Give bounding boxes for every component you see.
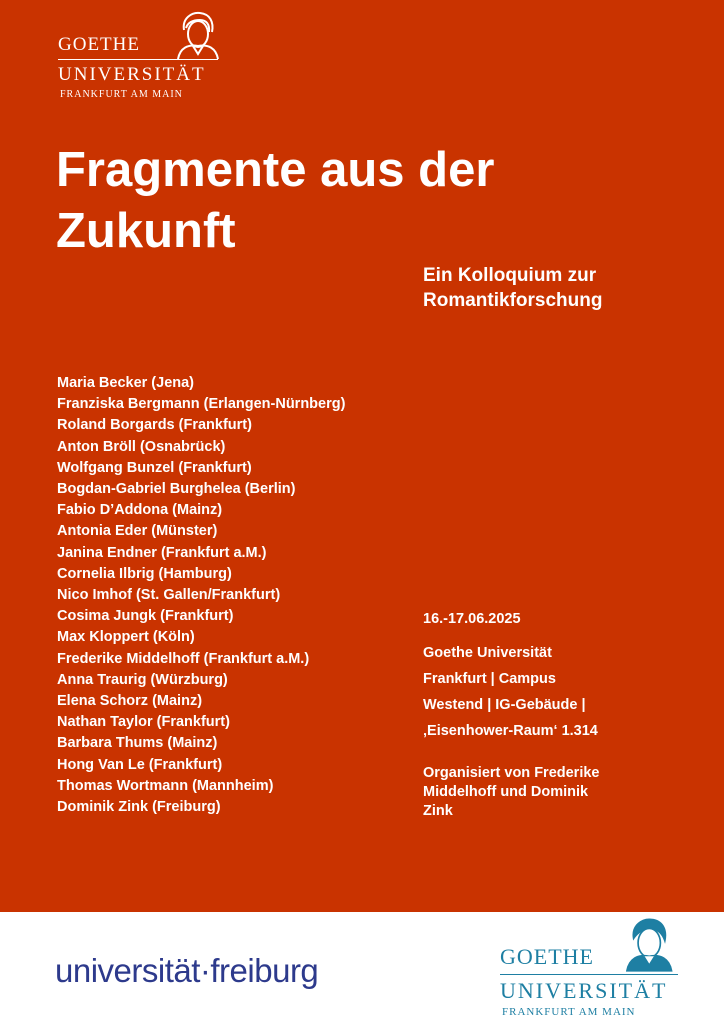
event-info [423,609,693,821]
organizers [423,764,693,821]
goethe-portrait-icon [170,10,222,60]
speaker-list [57,373,427,818]
organizer-line-2: Middelhoff und Dominik [423,784,589,800]
venue-line-3: Westend | IG-Gebäude | [423,697,586,713]
speaker-item: Frederike Middelhoff (Frankfurt a.M.) [57,650,310,667]
goethe-footer-wordmark-line3: FRANKFURT AM MAIN [502,1006,636,1018]
speaker-item: Thomas Wortmann (Mannheim) [57,777,274,794]
venue-line-2: Frankfurt | Campus [423,671,556,687]
goethe-footer-wordmark-line2: UNIVERSITÄT [500,978,668,1003]
event-venue [423,640,693,744]
speaker-item: Antonia Eder (Münster) [57,523,218,540]
goethe-university-logo-footer [500,916,680,1018]
speaker-item: Cosima Jungk (Frankfurt) [57,608,234,625]
speaker-item: Anna Traurig (Würzburg) [57,671,228,688]
goethe-footer-wordmark-line1: GOETHE [500,944,594,969]
subtitle-line-1: Ein Kolloquium zur [423,265,597,286]
poster-title [56,140,676,262]
organizer-line-3: Zink [423,803,453,819]
speaker-item: Bogdan-Gabriel Burghelea (Berlin) [57,481,296,498]
speaker-item: Franziska Bergmann (Erlangen-Nürnberg) [57,396,346,413]
speaker-item: Nathan Taylor (Frankfurt) [57,714,230,731]
speaker-item: Wolfgang Bunzel (Frankfurt) [57,459,252,476]
speaker-item: Nico Imhof (St. Gallen/Frankfurt) [57,587,281,604]
event-date: 16.-17.06.2025 [423,611,521,627]
speaker-item: Janina Endner (Frankfurt a.M.) [57,544,267,561]
goethe-wordmark-line2: UNIVERSITÄT [58,64,206,85]
logo-divider [500,974,678,975]
poster-subtitle [423,263,713,313]
speaker-item: Max Kloppert (Köln) [57,629,195,646]
venue-line-4: ‚Eisenhower-Raum‘ 1.314 [423,723,598,739]
speaker-item: Anton Bröll (Osnabrück) [57,438,226,455]
title-line-2: Zukunft [56,204,236,258]
goethe-wordmark-line1: GOETHE [58,34,140,55]
goethe-university-logo [56,10,226,102]
subtitle-line-2: Romantikforschung [423,290,603,311]
speaker-item: Maria Becker (Jena) [57,375,195,391]
university-freiburg-logo: universität·freiburg [55,952,319,989]
logo-divider [58,59,218,60]
organizer-line-1: Organisiert von Frederike [423,765,600,781]
speaker-item: Dominik Zink (Freiburg) [57,799,221,816]
speaker-item: Roland Borgards (Frankfurt) [57,417,252,434]
speaker-item: Barbara Thums (Mainz) [57,735,218,752]
speaker-item: Hong Van Le (Frankfurt) [57,756,223,773]
venue-line-1: Goethe Universität [423,645,552,661]
speaker-item: Elena Schorz (Mainz) [57,693,203,710]
goethe-wordmark-line3: FRANKFURT AM MAIN [60,89,183,100]
speaker-item: Cornelia Ilbrig (Hamburg) [57,565,232,582]
title-line-1: Fragmente aus der [56,143,495,197]
goethe-portrait-icon [618,916,676,972]
speaker-item: Fabio D’Addona (Mainz) [57,502,223,519]
